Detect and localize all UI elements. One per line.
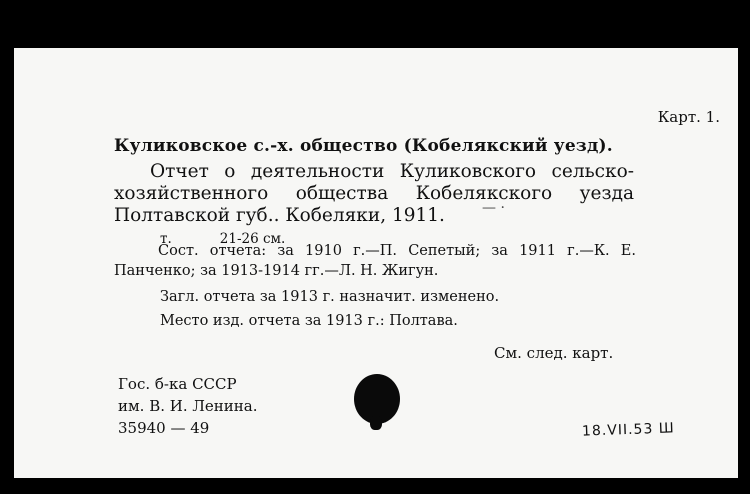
date-mark: 18.VII.53 Ш	[581, 420, 676, 440]
card-description: Отчет о деятельности Куликовского сельско-хозяйственного общества Кобелякского уезда Полтавской губ.. Кобеляки, 1911.	[114, 161, 634, 226]
volumes-label: т.	[160, 231, 172, 247]
library-stamp	[118, 373, 257, 439]
card-number: Карт. 1.	[657, 108, 720, 126]
dash-mark: — ·	[482, 200, 505, 216]
card-heading: Куликовское с.-х. общество (Кобелякский уезд).	[114, 136, 613, 156]
stamp-line-2: им. В. И. Ленина.	[118, 397, 258, 415]
compilers-note: Сост. отчета: за 1910 г.—П. Сепетый; за 1911 г.—К. Е. Панченко; за 1913-1914 гг.—Л. Н. Жигун.	[114, 243, 636, 279]
stamp-line-3: 35940 — 49	[118, 419, 210, 437]
size-value: 21-26 см.	[219, 231, 286, 247]
see-next-card: См. след. карт.	[494, 344, 614, 362]
place-note: Место изд. отчета за 1913 г.: Полтава.	[160, 313, 458, 329]
stamp-line-1: Гос. б-ка СССР	[118, 375, 237, 393]
title-change-note: Загл. отчета за 1913 г. назначит. изменено.	[160, 289, 500, 305]
catalog-card	[14, 48, 738, 478]
punch-hole-tail	[370, 416, 382, 430]
